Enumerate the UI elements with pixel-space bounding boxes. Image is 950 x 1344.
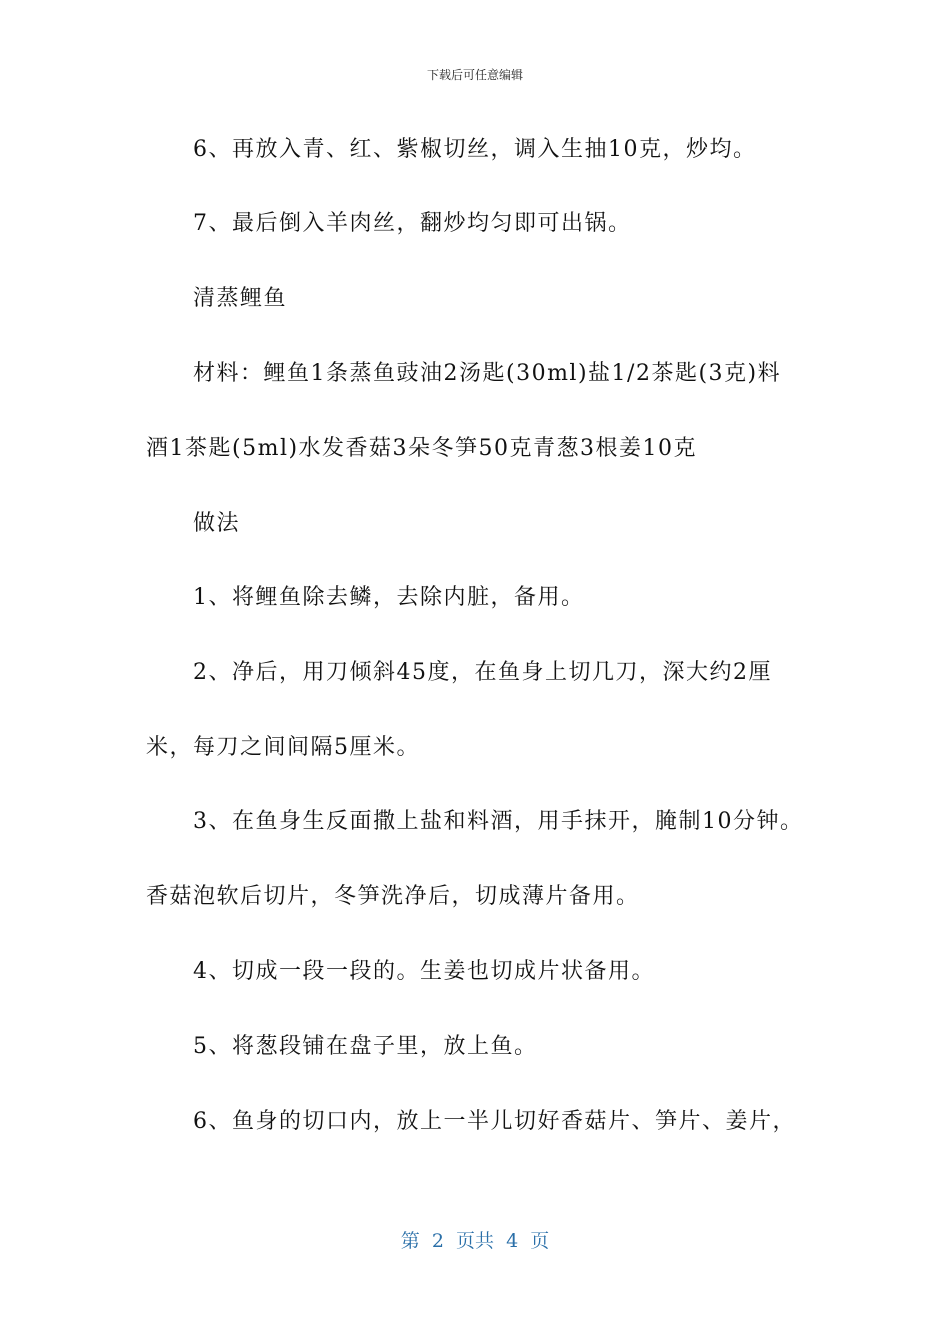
section-title: 做法	[193, 511, 241, 536]
paragraph-line: 酒1茶匙(5ml)水发香菇3朵冬笋50克青葱3根姜10克	[146, 436, 698, 461]
paragraph-line: 材料：鲤鱼1条蒸鱼豉油2汤匙(30ml)盐1/2茶匙(3克)料	[193, 361, 782, 386]
paragraph-line: 米，每刀之间间隔5厘米。	[146, 735, 420, 760]
section-title: 清蒸鲤鱼	[193, 286, 288, 311]
paragraph-line: 6、鱼身的切口内，放上一半儿切好香菇片、笋片、姜片，	[193, 1109, 796, 1134]
page-header: 下载后可任意编辑	[426, 68, 523, 82]
paragraph-line: 5、将葱段铺在盘子里，放上鱼。	[193, 1034, 538, 1059]
paragraph-line: 7、最后倒入羊肉丝，翻炒均匀即可出锅。	[193, 211, 632, 236]
paragraph-line: 3、在鱼身生反面撒上盐和料酒，用手抹开，腌制10分钟。	[193, 809, 804, 834]
paragraph-line: 4、切成一段一段的。生姜也切成片状备用。	[193, 959, 655, 984]
page-number-footer: 第 2 页共 4 页	[400, 1230, 550, 1252]
paragraph-line: 2、净后，用刀倾斜45度，在鱼身上切几刀，深大约2厘	[193, 660, 772, 685]
paragraph-line: 6、再放入青、红、紫椒切丝，调入生抽10克，炒均。	[193, 137, 757, 162]
paragraph-line: 香菇泡软后切片，冬笋洗净后，切成薄片备用。	[146, 884, 640, 909]
paragraph-line: 1、将鲤鱼除去鳞，去除内脏，备用。	[193, 585, 585, 610]
